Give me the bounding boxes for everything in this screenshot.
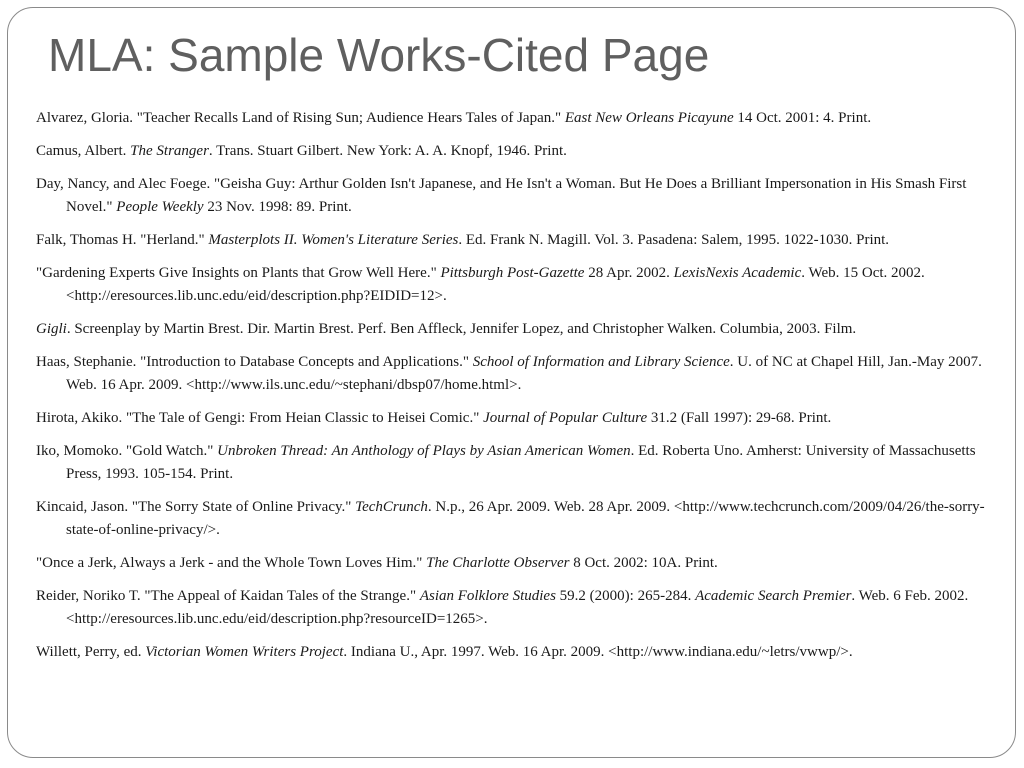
citation-text: . Indiana U., Apr. 1997. Web. 16 Apr. 2009. <http://www.indiana.edu/~letrs/vwwp/>. <box>343 644 853 660</box>
citation-text: 59.2 (2000): 265-284. <box>555 588 696 604</box>
citation-italic-title: East New Orleans Picayune <box>564 110 734 126</box>
citation-text: . Trans. Stuart Gilbert. New York: A. A. Knopf, 1946. Print. <box>208 143 567 159</box>
slide-title: MLA: Sample Works-Cited Page <box>48 29 710 81</box>
citation-italic-title: Journal of Popular Culture <box>483 410 648 426</box>
citation-italic-title: TechCrunch <box>355 499 428 515</box>
citation-text: 8 Oct. 2002: 10A. Print. <box>569 555 718 571</box>
citation-text: . U. of NC at Chapel Hill, Jan.-May 2007. Web. 16 Apr. 2009. <http://www.ils.unc.edu/~stephani/dbsp07/home.html>. <box>66 354 982 393</box>
citation-entry <box>36 407 988 430</box>
citation-entry <box>36 173 988 219</box>
citation-italic-title: Pittsburgh Post-Gazette <box>440 265 585 281</box>
citation-text: . N.p., 26 Apr. 2009. Web. 28 Apr. 2009. <http://www.techcrunch.com/2009/04/26/the-sorry-state-of-online-privacy/>. <box>66 499 985 538</box>
citation-italic-title: Gigli <box>36 321 67 337</box>
citation-text: 23 Nov. 1998: 89. Print. <box>203 199 352 215</box>
citation-text: . Ed. Frank N. Magill. Vol. 3. Pasadena: Salem, 1995. 1022-1030. Print. <box>458 232 890 248</box>
citation-entry <box>36 140 988 163</box>
citation-text: Hirota, Akiko. "The Tale of Gengi: From Heian Classic to Heisei Comic." <box>36 410 484 426</box>
citation-entry <box>36 262 988 308</box>
citation-text: "Once a Jerk, Always a Jerk - and the Whole Town Loves Him." <box>36 555 427 571</box>
citation-italic-title: Victorian Women Writers Project <box>145 644 344 660</box>
citation-text: Day, Nancy, and Alec Foege. "Geisha Guy: Arthur Golden Isn't Japanese, and He Isn't a Woman. But He Does a Brilliant Impersonation in His Smash First Novel." <box>36 176 967 215</box>
citation-text: Falk, Thomas H. "Herland." <box>36 232 209 248</box>
citation-entry <box>36 107 988 130</box>
citation-italic-title: Academic Search Premier <box>695 588 852 604</box>
citation-italic-title: LexisNexis Academic <box>673 265 802 281</box>
citation-entry <box>36 318 988 341</box>
citation-text: Willett, Perry, ed. <box>36 644 146 660</box>
citation-text: . Screenplay by Martin Brest. Dir. Martin Brest. Perf. Ben Affleck, Jennifer Lopez, and Christopher Walken. Columbia, 2003. Film. <box>66 321 857 337</box>
citation-text: Reider, Noriko T. "The Appeal of Kaidan Tales of the Strange." <box>36 588 420 604</box>
slide-frame <box>7 7 1016 758</box>
citation-text: . Ed. Roberta Uno. Amherst: University of Massachusetts Press, 1993. 105-154. Print. <box>66 443 976 482</box>
citation-entry <box>36 641 988 664</box>
citation-italic-title: People Weekly <box>116 199 204 215</box>
citation-entry <box>36 351 988 397</box>
citation-text: Iko, Momoko. "Gold Watch." <box>36 443 218 459</box>
citation-entry <box>36 585 988 631</box>
citation-text: Camus, Albert. <box>36 143 131 159</box>
citation-italic-title: Unbroken Thread: An Anthology of Plays by Asian American Women <box>217 443 631 459</box>
citation-italic-title: School of Information and Library Science <box>472 354 730 370</box>
citation-text: . Web. 15 Oct. 2002. <http://eresources.lib.unc.edu/eid/description.php?EIDID=12>. <box>66 265 925 304</box>
citation-text: Haas, Stephanie. "Introduction to Database Concepts and Applications." <box>36 354 473 370</box>
citation-text: . Web. 6 Feb. 2002. <http://eresources.lib.unc.edu/eid/description.php?resourceID=1265>. <box>66 588 969 627</box>
citation-entry <box>36 552 988 575</box>
citation-text: "Gardening Experts Give Insights on Plants that Grow Well Here." <box>36 265 441 281</box>
citation-italic-title: The Charlotte Observer <box>426 555 570 571</box>
citation-italic-title: Asian Folklore Studies <box>419 588 556 604</box>
works-cited-list <box>36 107 988 664</box>
citation-text: 31.2 (Fall 1997): 29-68. Print. <box>647 410 832 426</box>
citation-entry <box>36 229 988 252</box>
citation-entry <box>36 496 988 542</box>
citation-text: 28 Apr. 2002. <box>584 265 674 281</box>
citation-text: 14 Oct. 2001: 4. Print. <box>733 110 872 126</box>
citation-text: Kincaid, Jason. "The Sorry State of Online Privacy." <box>36 499 356 515</box>
citation-italic-title: Masterplots II. Women's Literature Series <box>208 232 459 248</box>
citation-text: Alvarez, Gloria. "Teacher Recalls Land of Rising Sun; Audience Hears Tales of Japan." <box>36 110 565 126</box>
citation-italic-title: The Stranger <box>130 143 209 159</box>
citation-entry <box>36 440 988 486</box>
